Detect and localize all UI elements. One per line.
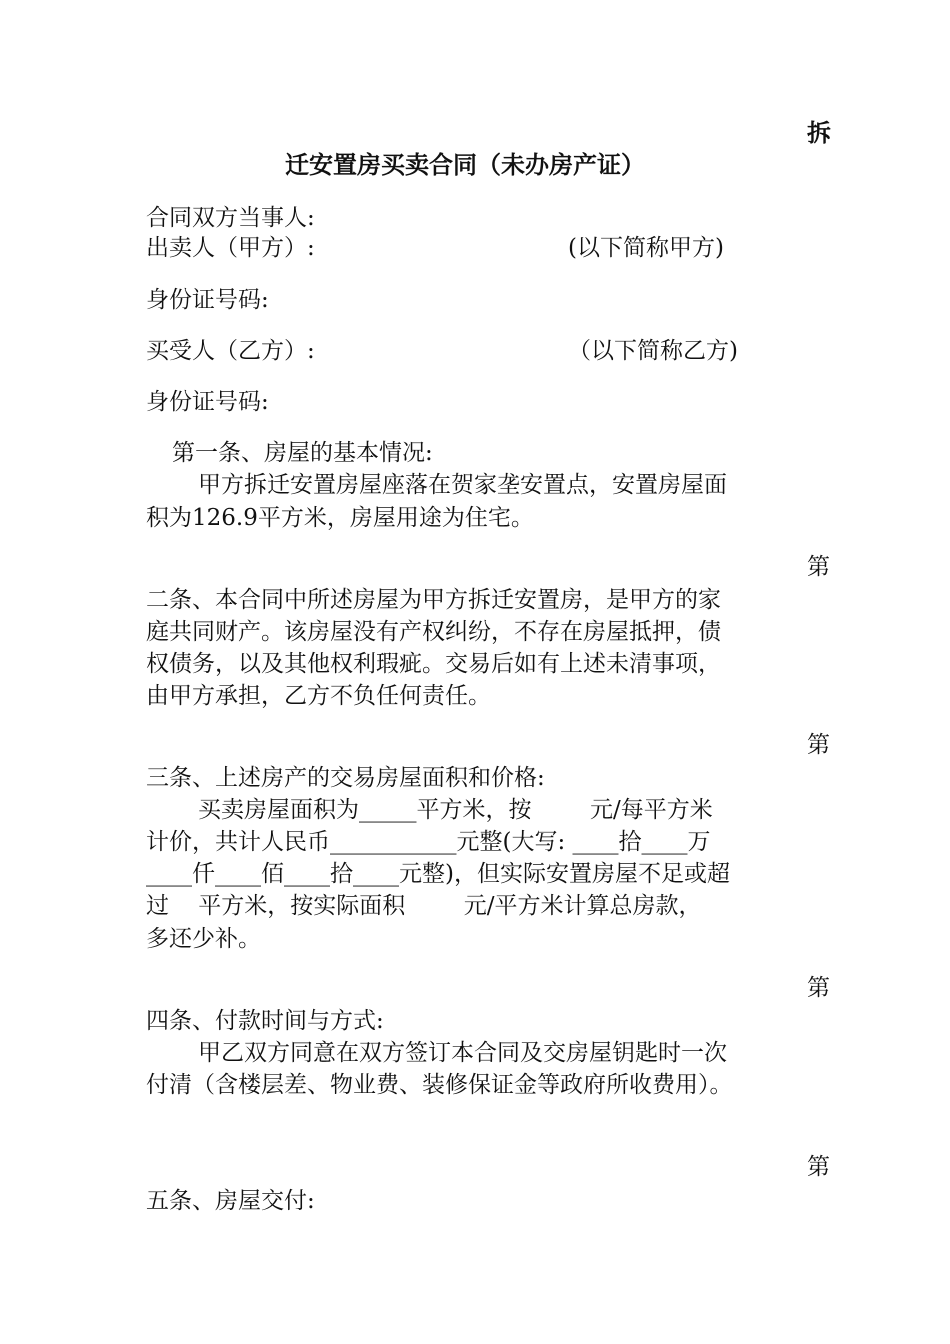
article-3-line: 多还少补。	[146, 926, 261, 952]
article-2-line: 由甲方承担，乙方不负任何责任。	[146, 683, 491, 709]
article-1-line: 甲方拆迁安置房屋座落在贺家垄安置点，安置房屋面	[198, 472, 727, 498]
article-3-line: 过 平方米，按实际面积 元/平方米计算总房款，	[146, 893, 702, 919]
seller-alias: (以下简称甲方)	[568, 235, 724, 261]
article-4-line: 付清（含楼层差、物业费、装修保证金等政府所收费用）。	[146, 1072, 733, 1098]
buyer-alias: （以下简称乙方)	[568, 338, 738, 364]
article-2-line: 庭共同财产。该房屋没有产权纠纷，不存在房屋抵押，债	[146, 619, 721, 645]
buyer-id-label: 身份证号码:	[146, 389, 269, 415]
article-3-line: 计价，共计人民币___________元整(大写: ____拾____万	[146, 829, 711, 855]
article-4-line: 四条、付款时间与方式:	[146, 1008, 384, 1034]
seller-label: 出卖人（甲方）:	[146, 235, 315, 261]
article-3-line: 三条、上述房产的交易房屋面积和价格:	[146, 765, 545, 791]
article-4-line: 甲乙双方同意在双方签订本合同及交房屋钥匙时一次	[198, 1040, 727, 1066]
article-2-line: 二条、本合同中所述房屋为甲方拆迁安置房，是甲方的家	[146, 587, 721, 613]
buyer-label: 买受人（乙方）:	[146, 338, 315, 364]
article-1-line: 积为126.9平方米，房屋用途为住宅。	[146, 505, 534, 531]
article-1-heading: 第一条、房屋的基本情况:	[172, 440, 433, 466]
article-3-marker: 第	[807, 732, 830, 758]
page-title: 迁安置房买卖合同（未办房产证）	[285, 150, 645, 179]
article-5-line: 五条、房屋交付:	[146, 1188, 315, 1214]
article-2-line: 权债务，以及其他权利瑕疵。交易后如有上述未清事项，	[146, 651, 721, 677]
parties-heading: 合同双方当事人:	[146, 205, 315, 231]
article-2-marker: 第	[807, 554, 830, 580]
article-3-line: 买卖房屋面积为_____平方米，按 元/每平方米	[198, 797, 713, 823]
article-3-line: ____仟____佰____拾____元整)，但实际安置房屋不足或超	[146, 861, 730, 887]
seller-id-label: 身份证号码:	[146, 287, 269, 313]
title-first-char: 拆	[807, 118, 831, 147]
article-5-marker: 第	[807, 1154, 830, 1180]
article-4-marker: 第	[807, 975, 830, 1001]
